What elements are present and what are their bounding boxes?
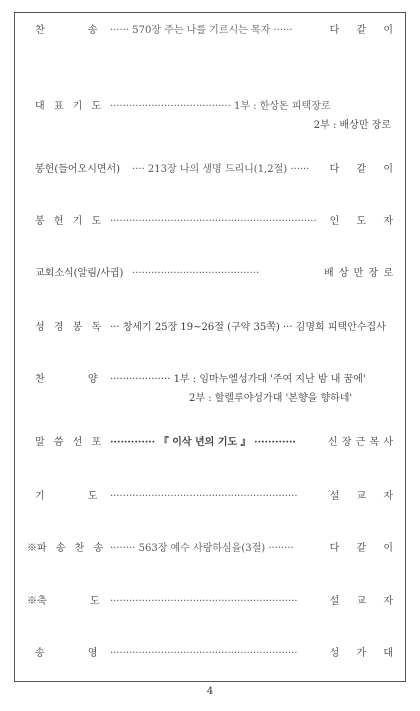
label-opening-hymn: 찬 송: [35, 25, 98, 36]
row-offering-prayer: [15, 212, 407, 232]
order-of-worship-frame: [14, 12, 406, 682]
leader-opening-hymn: 다 같 이: [329, 25, 393, 36]
label-doxology: 송 영: [35, 648, 98, 659]
detail-offering: ···· 213장 나의 생명 드리니(1,2절) ······: [132, 164, 310, 175]
detail-representative-prayer-2: 2부 : 배상만 장로: [313, 120, 391, 131]
label-scripture-reading: 성 경 봉 독: [35, 322, 102, 333]
label-offering-prayer: 봉 헌 기 도: [35, 216, 102, 227]
detail-sending-hymn: ········ 563장 예수 사랑하심을(3절) ········: [110, 543, 294, 554]
detail-prayer: ···························································: [110, 491, 298, 502]
row-doxology: [15, 644, 407, 664]
row-representative-prayer: [15, 97, 407, 117]
label-benediction: ※축 도: [27, 596, 100, 607]
leader-offering-prayer: 인 도 자: [329, 216, 393, 227]
leader-sending-hymn: 다 같 이: [329, 543, 393, 554]
label-prayer: 기 도: [35, 491, 98, 502]
leader-church-news: 배 상 만 장 로: [323, 268, 393, 279]
leader-benediction: 설 교 자: [329, 596, 393, 607]
detail-choir-anthem: ··················· 1부 : 임마누엘성가대 '주여 지난 밤 내 꿈에': [110, 374, 366, 385]
row-scripture-reading: [15, 318, 407, 338]
row-church-news: [15, 264, 407, 284]
row-choir-anthem: [15, 370, 407, 390]
label-offering: 봉헌(들어오시면서): [35, 164, 121, 175]
detail-opening-hymn: ······ 570장 주는 나를 기르시는 목자 ······: [110, 25, 293, 36]
detail-offering-prayer: ·································································: [110, 216, 317, 227]
detail-choir-anthem-2: 2부 : 할렐루야성가대 '본향을 향하네': [189, 393, 353, 404]
leader-prayer: 설 교 자: [329, 491, 393, 502]
label-choir-anthem: 찬 양: [35, 374, 98, 385]
detail-doxology: ···························································: [110, 648, 298, 659]
sermon-title: ············· 『 이삭 년의 기도 』 ············: [110, 437, 296, 448]
detail-benediction: ···························································: [110, 596, 298, 607]
row-offering: [15, 160, 407, 180]
row-prayer: [15, 487, 407, 507]
detail-church-news: ········································: [132, 268, 260, 279]
detail-scripture-reading: ··· 창세기 25장 19~26절 (구약 35쪽) ··· 김명희 피택안수집사: [110, 322, 386, 333]
row-sermon: [15, 433, 407, 453]
label-church-news: 교회소식(알림/사귐): [35, 268, 124, 279]
label-sermon: 말 씀 선 포: [35, 437, 102, 448]
row-benediction: [15, 592, 407, 612]
preacher: 신 장 근 목 사: [327, 437, 393, 448]
page-number: 4: [206, 686, 214, 697]
leader-doxology: 성 가 대: [329, 648, 393, 659]
label-sending-hymn: ※파 송 찬 송: [27, 543, 104, 554]
row-opening-hymn: [15, 21, 407, 41]
row-sending-hymn: [15, 539, 407, 559]
label-representative-prayer: 대 표 기 도: [35, 101, 102, 112]
leader-offering: 다 같 이: [329, 164, 393, 175]
detail-representative-prayer: ······································ 1부 : 한상돈 피택장로: [110, 101, 331, 112]
